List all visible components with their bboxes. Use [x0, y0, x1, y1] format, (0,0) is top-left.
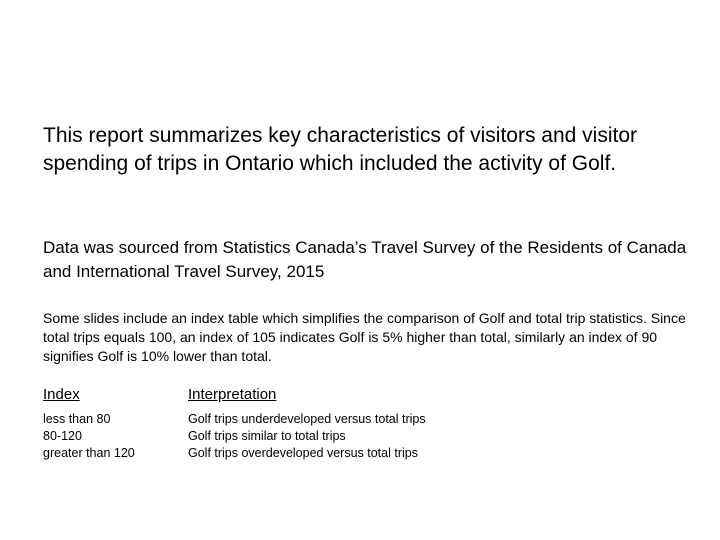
index-cell: less than 80: [43, 412, 111, 426]
interpretation-cell: Golf trips overdeveloped versus total trips: [188, 446, 418, 460]
interpretation-cell: Golf trips similar to total trips: [188, 429, 346, 443]
interpretation-column: [188, 385, 658, 462]
summary-paragraph: This report summarizes key characteristics of visitors and visitor spending of trips in Ontario which included the activity of Golf.: [43, 124, 637, 175]
index-header: Index: [43, 386, 80, 403]
source-paragraph: Data was sourced from Statistics Canada’s Travel Survey of the Residents of Canada and International Travel Survey, 2015: [43, 238, 687, 281]
index-column: [43, 385, 183, 462]
interpretation-header: Interpretation: [188, 386, 277, 403]
index-cell: greater than 120: [43, 446, 135, 460]
index-cell: 80-120: [43, 429, 82, 443]
index-note-paragraph: Some slides include an index table which simplifies the comparison of Golf and total trip statistics. Since total trips equals 100, an index of 105 indicates Golf is 5% higher than total, similarly an index of 90 signifies Golf is 10% lower than total.: [43, 310, 686, 364]
interpretation-cell: Golf trips underdeveloped versus total trips: [188, 412, 426, 426]
